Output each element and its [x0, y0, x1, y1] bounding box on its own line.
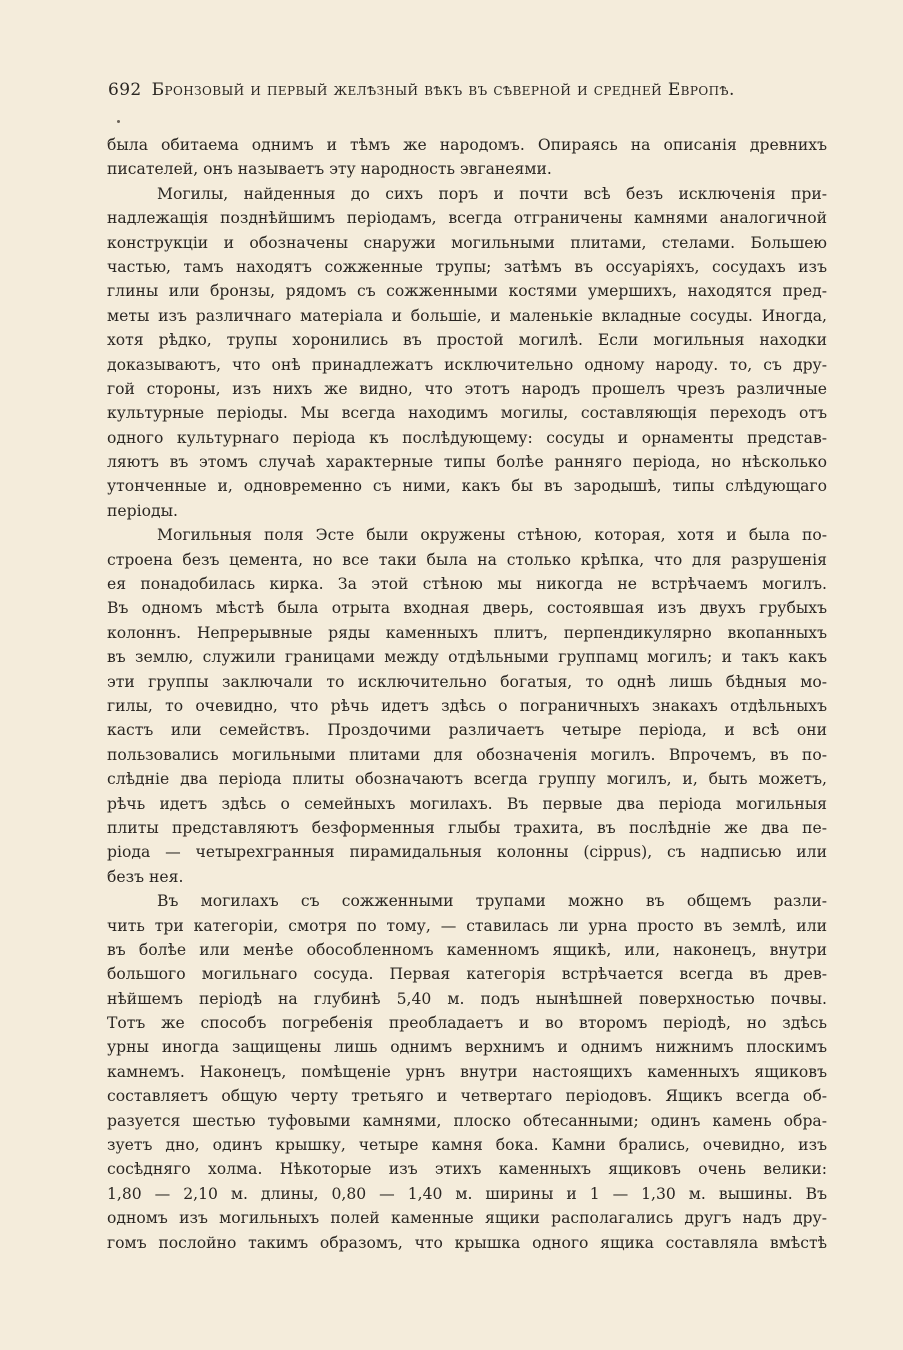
text-line: конструкціи и обозначены снаружи могильными плитами, стелами. Большею: [107, 233, 827, 252]
text-line: утонченные и, одновременно съ ними, какъ бы въ зародышѣ, типы слѣдующаго: [107, 477, 827, 496]
text-line: гомъ послойно такимъ образомъ, что крышка одного ящика составляла вмѣстѣ: [107, 1233, 827, 1252]
text-line: пользовались могильными плитами для обозначенія могилъ. Впрочемъ, въ по-: [107, 745, 827, 764]
text-line: писателей, онъ называетъ эту народность эвганеями.: [107, 160, 552, 179]
text-line: ріода — четырехгранныя пирамидальныя колонны (cippus), съ надписью или: [107, 843, 827, 862]
text-line: нѣйшемъ періодѣ на глубинѣ 5,40 м. подъ нынѣшней поверхностью почвы.: [107, 989, 827, 1008]
text-line: хотя рѣдко, трупы хоронились въ простой могилѣ. Если могильныя находки: [107, 331, 827, 350]
text-line: Могильныя поля Эсте были окружены стѣною, которая, хотя и была по-: [157, 526, 827, 545]
text-line: зуетъ дно, одинъ крышку, четыре камня бока. Камни брались, очевидно, изъ: [107, 1136, 827, 1155]
text-line: урны иногда защищены лишь однимъ верхнимъ и однимъ нижнимъ плоскимъ: [107, 1038, 827, 1057]
text-line: въ землю, служили границами между отдѣльными группамц могилъ; и такъ какъ: [107, 648, 827, 667]
text-line: гилы, то очевидно, что рѣчь идетъ здѣсь о пограничныхъ знакахъ отдѣльныхъ: [107, 696, 827, 715]
text-line: Тотъ же способъ погребенія преобладаетъ и во второмъ періодѣ, но здѣсь: [107, 1014, 827, 1033]
text-line: меты изъ различнаго матеріала и большіе, и маленькіе вкладные сосуды. Иногда,: [107, 306, 827, 325]
text-line: доказываютъ, что онѣ принадлежатъ исключительно одному народу. то, съ дру-: [107, 355, 827, 374]
text-line: камнемъ. Наконецъ, помѣщеніе урнъ внутри настоящихъ каменныхъ ящиковъ: [107, 1062, 827, 1081]
text-line: гой стороны, изъ нихъ же видно, что этотъ народъ прошелъ чрезъ различные: [107, 379, 827, 398]
text-line: періоды.: [107, 501, 178, 520]
text-line: плиты представляютъ безформенныя глыбы трахита, въ послѣдніе же два пе-: [107, 818, 827, 837]
text-line: одного культурнаго періода къ послѣдующему: сосуды и орнаменты представ-: [107, 428, 827, 447]
text-line: большого могильнаго сосуда. Первая категорія встрѣчается всегда въ древ-: [107, 965, 827, 984]
text-line: рѣчь идетъ здѣсь о семейныхъ могилахъ. Въ первые два періода могильныя: [107, 794, 827, 813]
paragraph: [107, 133, 827, 182]
text-line: кастъ или семействъ. Проздочими различаетъ четыре періода, и всѣ они: [107, 721, 827, 740]
text-line: надлежащія позднѣйшимъ періодамъ, всегда отграничены камнями аналогичной: [107, 209, 827, 228]
text-line: Могилы, найденныя до сихъ поръ и почти всѣ безъ исключенія при-: [157, 184, 827, 203]
ink-speck: [117, 120, 120, 123]
text-line: составляетъ общую черту третьяго и четвертаго періодовъ. Ящикъ всегда об-: [107, 1087, 827, 1106]
text-line: ляютъ въ этомъ случаѣ характерные типы болѣе ранняго періода, но нѣсколько: [107, 453, 827, 472]
running-header: [108, 80, 828, 100]
paragraph: [107, 182, 827, 523]
text-line: сосѣдняго холма. Нѣкоторые изъ этихъ каменныхъ ящиковъ очень велики:: [107, 1160, 827, 1179]
text-line: Въ могилахъ съ сожженными трупами можно въ общемъ разли-: [157, 892, 827, 911]
text-line: была обитаема однимъ и тѣмъ же народомъ. Опираясь на описанія древнихъ: [107, 136, 827, 154]
text-line: глины или бронзы, рядомъ съ сожженными костями умершихъ, находятся пред-: [107, 282, 827, 301]
text-line: Въ одномъ мѣстѣ была отрыта входная дверь, состоявшая изъ двухъ грубыхъ: [107, 599, 827, 618]
page-number: 692: [108, 80, 142, 100]
text-line: частью, тамъ находятъ сожженные трупы; затѣмъ въ оссуаріяхъ, сосудахъ изъ: [107, 257, 827, 276]
text-line: 1,80 — 2,10 м. длины, 0,80 — 1,40 м. ширины и 1 — 1,30 м. вышины. Въ: [107, 1184, 827, 1203]
paragraph: [107, 523, 827, 889]
text-line: колоннъ. Непрерывные ряды каменныхъ плитъ, перпендикулярно вкопанныхъ: [107, 623, 827, 642]
text-line: строена безъ цемента, но все таки была на столько крѣпка, что для разрушенія: [107, 550, 827, 569]
text-line: чить три категоріи, смотря по тому, — ставилась ли урна просто въ землѣ, или: [107, 916, 827, 935]
paragraph: [107, 889, 827, 1255]
text-line: ея понадобилась кирка. За этой стѣною мы никогда не встрѣчаемъ могилъ.: [107, 575, 827, 594]
text-line: въ болѣе или менѣе обособленномъ каменномъ ящикѣ, или, наконецъ, внутри: [107, 940, 827, 959]
text-line: безъ нея.: [107, 867, 184, 886]
body-text: [107, 133, 827, 1255]
text-line: культурные періоды. Мы всегда находимъ могилы, составляющія переходъ отъ: [107, 404, 827, 423]
text-line: слѣдніе два періода плиты обозначаютъ всегда группу могилъ, и, быть можетъ,: [107, 770, 827, 789]
running-title: Бронзовый и первый желѣзный вѣкъ въ сѣверной и средней Европѣ.: [151, 80, 735, 100]
text-line: эти группы заключали то исключительно богатыя, то однѣ лишь бѣдныя мо-: [107, 672, 827, 691]
text-line: разуется шестью туфовыми камнями, плоско обтесанными; одинъ камень обра-: [107, 1111, 827, 1130]
text-line: одномъ изъ могильныхъ полей каменные ящики располагались другъ надъ дру-: [107, 1209, 827, 1228]
